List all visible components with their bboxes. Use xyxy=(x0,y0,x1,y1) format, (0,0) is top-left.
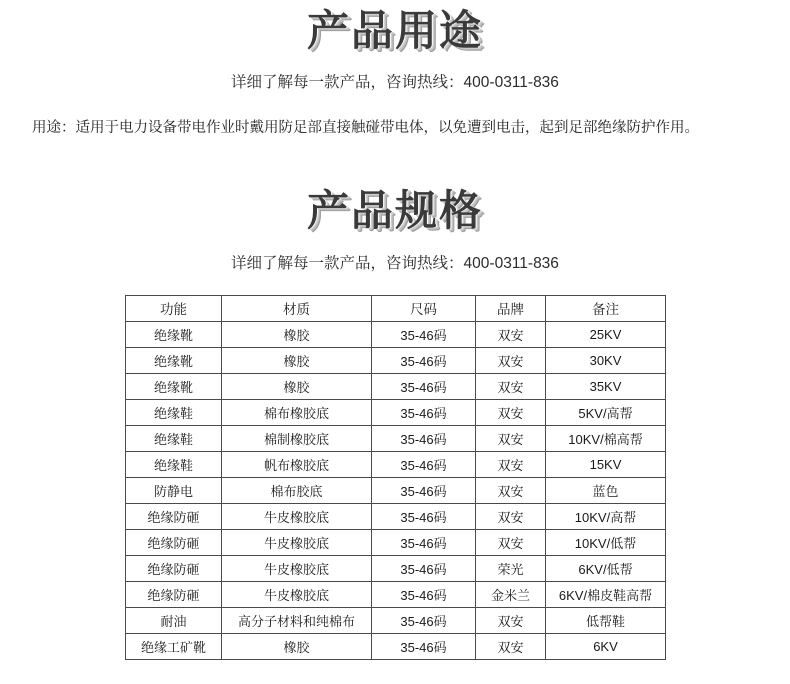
spec-table-header-row xyxy=(126,295,666,321)
spec-table-header-cell: 功能 xyxy=(126,295,222,321)
spec-table-cell: 35-46码 xyxy=(372,633,476,659)
spec-table-cell: 35-46码 xyxy=(372,607,476,633)
spec-table-cell: 双安 xyxy=(476,633,546,659)
spec-table-cell: 6KV/低帮 xyxy=(546,555,666,581)
spec-table-cell: 6KV xyxy=(546,633,666,659)
table-row xyxy=(126,607,666,633)
spec-table-cell: 绝缘防砸 xyxy=(126,503,222,529)
table-row xyxy=(126,633,666,659)
spec-table-cell: 35-46码 xyxy=(372,399,476,425)
spec-table-cell: 10KV/棉高帮 xyxy=(546,425,666,451)
spec-table-cell: 5KV/高帮 xyxy=(546,399,666,425)
spec-table-body xyxy=(126,295,666,659)
spec-table-cell: 防静电 xyxy=(126,477,222,503)
table-row xyxy=(126,503,666,529)
spec-table-cell: 橡胶 xyxy=(222,347,372,373)
spec-table-cell: 绝缘工矿靴 xyxy=(126,633,222,659)
table-row xyxy=(126,451,666,477)
usage-section-title: 产品用途 xyxy=(306,6,483,55)
section-gap xyxy=(0,142,790,188)
spec-table-cell: 绝缘鞋 xyxy=(126,399,222,425)
spec-table-cell: 35-46码 xyxy=(372,321,476,347)
spec-table-cell: 30KV xyxy=(546,347,666,373)
spec-table-cell: 绝缘鞋 xyxy=(126,451,222,477)
spec-table-cell: 双安 xyxy=(476,321,546,347)
spec-section xyxy=(0,188,790,659)
spec-table xyxy=(125,295,666,660)
spec-table-cell: 绝缘鞋 xyxy=(126,425,222,451)
spec-table-cell: 双安 xyxy=(476,347,546,373)
spec-section-subtitle: 详细了解每一款产品，咨询热线：400-0311-836 xyxy=(231,254,559,272)
spec-table-cell: 双安 xyxy=(476,425,546,451)
spec-table-cell: 双安 xyxy=(476,477,546,503)
spec-table-cell: 10KV/高帮 xyxy=(546,503,666,529)
table-row xyxy=(126,347,666,373)
spec-table-cell: 绝缘靴 xyxy=(126,347,222,373)
spec-table-header-cell: 品牌 xyxy=(476,295,546,321)
table-row xyxy=(126,529,666,555)
spec-table-cell: 绝缘靴 xyxy=(126,321,222,347)
spec-table-cell: 双安 xyxy=(476,503,546,529)
usage-paragraph: 用途：适用于电力设备带电作业时戴用防足部直接触碰带电体，以免遭到电击，起到足部绝缘防护作用。 xyxy=(32,120,699,137)
spec-section-title: 产品规格 xyxy=(306,186,483,236)
spec-table-cell: 棉布胶底 xyxy=(222,477,372,503)
spec-table-cell: 牛皮橡胶底 xyxy=(222,555,372,581)
spec-table-cell: 35-46码 xyxy=(372,529,476,555)
table-row xyxy=(126,555,666,581)
spec-table-cell: 绝缘防砸 xyxy=(126,581,222,607)
spec-table-cell: 橡胶 xyxy=(222,633,372,659)
spec-table-cell: 牛皮橡胶底 xyxy=(222,503,372,529)
spec-table-header-cell: 材质 xyxy=(222,295,372,321)
spec-table-cell: 牛皮橡胶底 xyxy=(222,581,372,607)
spec-table-cell: 蓝色 xyxy=(546,477,666,503)
spec-table-cell: 橡胶 xyxy=(222,321,372,347)
spec-table-cell: 绝缘靴 xyxy=(126,373,222,399)
spec-table-cell: 35-46码 xyxy=(372,347,476,373)
spec-table-header-cell: 备注 xyxy=(546,295,666,321)
spec-table-cell: 棉布橡胶底 xyxy=(222,399,372,425)
spec-table-cell: 橡胶 xyxy=(222,373,372,399)
spec-table-header-cell: 尺码 xyxy=(372,295,476,321)
spec-table-cell: 金米兰 xyxy=(476,581,546,607)
table-row xyxy=(126,425,666,451)
table-row xyxy=(126,581,666,607)
spec-table-cell: 双安 xyxy=(476,373,546,399)
table-row xyxy=(126,373,666,399)
spec-table-cell: 6KV/棉皮鞋高帮 xyxy=(546,581,666,607)
spec-table-cell: 双安 xyxy=(476,529,546,555)
spec-table-cell: 耐油 xyxy=(126,607,222,633)
spec-table-cell: 35-46码 xyxy=(372,425,476,451)
spec-table-cell: 双安 xyxy=(476,607,546,633)
usage-section xyxy=(0,8,790,142)
spec-table-cell: 棉制橡胶底 xyxy=(222,425,372,451)
spec-table-cell: 低帮鞋 xyxy=(546,607,666,633)
spec-table-cell: 帆布橡胶底 xyxy=(222,451,372,477)
spec-table-cell: 绝缘防砸 xyxy=(126,529,222,555)
table-row xyxy=(126,321,666,347)
spec-table-cell: 15KV xyxy=(546,451,666,477)
spec-table-cell: 35-46码 xyxy=(372,581,476,607)
spec-table-cell: 35KV xyxy=(546,373,666,399)
table-row xyxy=(126,399,666,425)
spec-table-wrapper xyxy=(125,295,665,660)
spec-table-cell: 荣光 xyxy=(476,555,546,581)
spec-table-cell: 双安 xyxy=(476,399,546,425)
spec-table-cell: 10KV/低帮 xyxy=(546,529,666,555)
spec-table-cell: 牛皮橡胶底 xyxy=(222,529,372,555)
spec-table-cell: 绝缘防砸 xyxy=(126,555,222,581)
table-row xyxy=(126,477,666,503)
spec-table-cell: 双安 xyxy=(476,451,546,477)
spec-table-cell: 35-46码 xyxy=(372,555,476,581)
spec-table-cell: 35-46码 xyxy=(372,373,476,399)
spec-table-cell: 35-46码 xyxy=(372,503,476,529)
spec-table-cell: 高分子材料和纯棉布 xyxy=(222,607,372,633)
spec-table-cell: 35-46码 xyxy=(372,451,476,477)
usage-section-subtitle: 详细了解每一款产品，咨询热线：400-0311-836 xyxy=(231,74,559,92)
spec-table-cell: 25KV xyxy=(546,321,666,347)
spec-table-cell: 35-46码 xyxy=(372,477,476,503)
